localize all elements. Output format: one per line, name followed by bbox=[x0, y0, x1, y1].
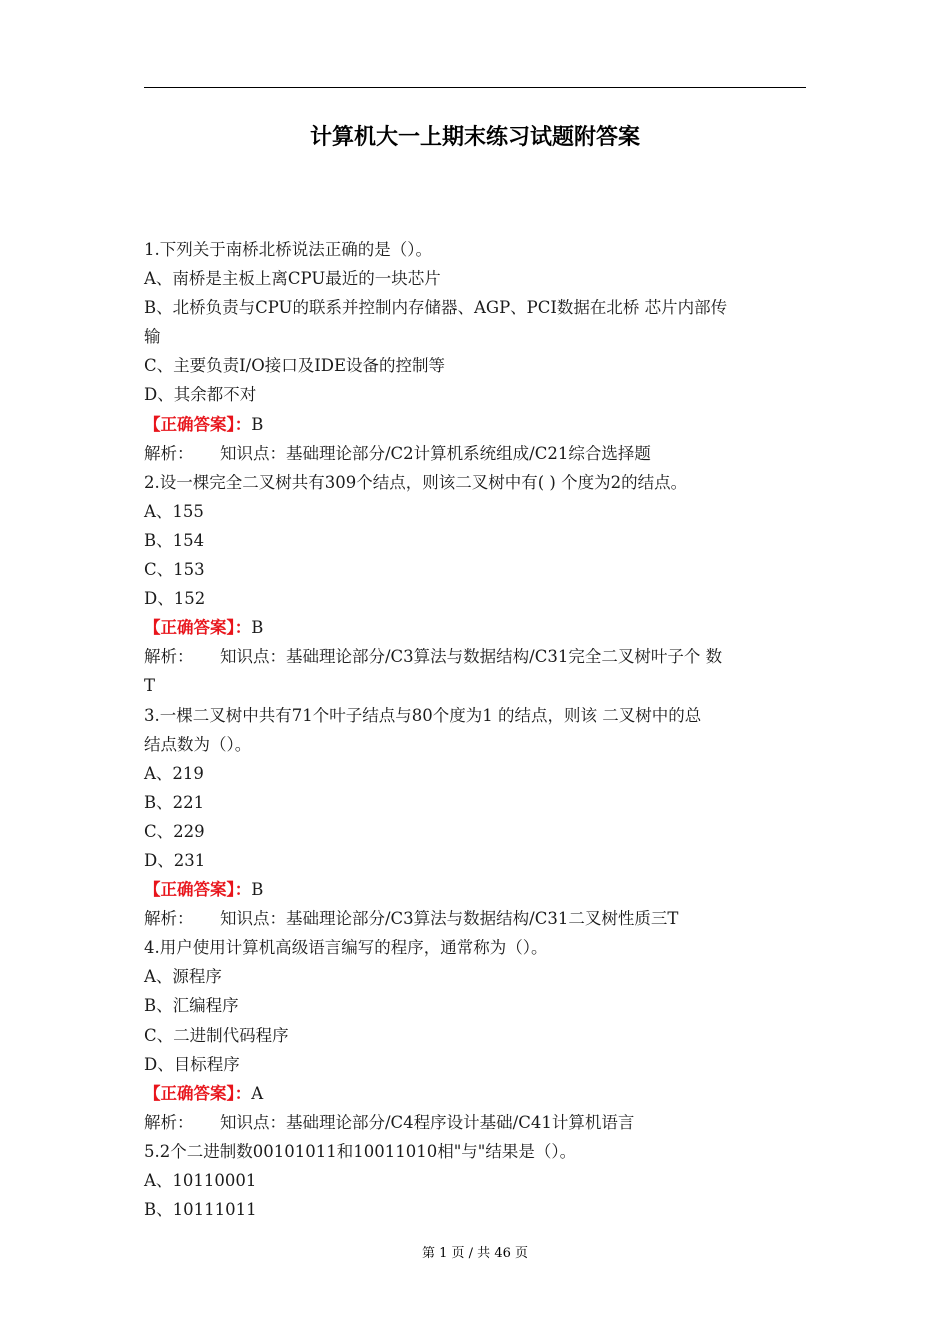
analysis-line bbox=[144, 642, 806, 671]
question-stem: 3.一棵二叉树中共有71个叶子结点与80个度为1 的结点，则该 二叉树中的总 bbox=[144, 705, 702, 725]
page-number: 第 1 页 / 共 46 页 bbox=[422, 1246, 528, 1261]
answer-label: 【正确答案】： bbox=[144, 618, 252, 638]
option-line: B、10111011 bbox=[144, 1200, 257, 1220]
answer-label: 【正确答案】： bbox=[144, 880, 252, 900]
question-stem: 结点数为（）。 bbox=[144, 734, 252, 754]
option-line: B、221 bbox=[144, 792, 205, 812]
analysis-label: 解析： bbox=[144, 1112, 194, 1132]
analysis-line bbox=[144, 904, 806, 933]
option-line: A、155 bbox=[144, 501, 204, 521]
analysis-line bbox=[144, 439, 806, 468]
option-line: C、主要负责I/O接口及IDE设备的控制等 bbox=[144, 356, 446, 376]
answer-line bbox=[144, 613, 806, 642]
analysis-text: 知识点：基础理论部分/C3算法与数据结构/C31完全二叉树叶子个 数 bbox=[220, 647, 723, 667]
analysis-line bbox=[144, 1108, 806, 1137]
question-stem: 5.2个二进制数00101011和10011010相"与"结果是（）。 bbox=[144, 1141, 577, 1161]
question-stem: 1.下列关于南桥北桥说法正确的是（）。 bbox=[144, 240, 432, 259]
option-line: D、231 bbox=[144, 850, 206, 870]
option-line: D、其余都不对 bbox=[144, 385, 257, 405]
answer-label: 【正确答案】： bbox=[144, 414, 252, 434]
answer-line bbox=[144, 410, 806, 439]
question-stem: 2.设一棵完全二叉树共有309个结点，则该二叉树中有( ) 个度为2的结点。 bbox=[144, 472, 688, 492]
question-list bbox=[144, 235, 806, 1224]
option-line: A、10110001 bbox=[144, 1171, 257, 1190]
option-line: D、目标程序 bbox=[144, 1054, 240, 1074]
analysis-text: 知识点：基础理论部分/C3算法与数据结构/C31二叉树性质三T bbox=[220, 909, 679, 929]
option-line: A、南桥是主板上离CPU最近的一块芯片 bbox=[144, 269, 441, 289]
option-line: A、源程序 bbox=[144, 967, 222, 987]
analysis-text: 知识点：基础理论部分/C4程序设计基础/C41计算机语言 bbox=[220, 1112, 635, 1132]
analysis-label: 解析： bbox=[144, 909, 194, 929]
option-line: B、汇编程序 bbox=[144, 996, 239, 1016]
analysis-label: 解析： bbox=[144, 647, 194, 667]
answer-value: B bbox=[251, 618, 264, 638]
option-line: A、219 bbox=[144, 763, 204, 783]
option-line: B、154 bbox=[144, 530, 205, 550]
analysis-label: 解析： bbox=[144, 443, 194, 463]
answer-label: 【正确答案】： bbox=[144, 1083, 252, 1103]
answer-value: B bbox=[251, 880, 264, 900]
analysis-line bbox=[144, 671, 806, 700]
header-rule bbox=[144, 87, 806, 88]
question-stem: 4.用户使用计算机高级语言编写的程序，通常称为（）。 bbox=[144, 938, 548, 958]
option-line: C、229 bbox=[144, 821, 205, 841]
option-line: B、北桥负责与CPU的联系并控制内存储器、AGP、PCI数据在北桥 芯片内部传 bbox=[144, 298, 728, 318]
option-line: C、153 bbox=[144, 560, 205, 580]
document-title: 计算机大一上期末练习试题附答案 bbox=[309, 125, 640, 150]
option-line: C、二进制代码程序 bbox=[144, 1025, 289, 1045]
answer-value: B bbox=[251, 414, 264, 434]
answer-line bbox=[144, 1079, 806, 1108]
option-line: D、152 bbox=[144, 589, 206, 609]
analysis-text: T bbox=[144, 676, 156, 696]
option-line: 输 bbox=[144, 327, 161, 347]
answer-value: A bbox=[251, 1083, 264, 1103]
analysis-text: 知识点：基础理论部分/C2计算机系统组成/C21综合选择题 bbox=[220, 443, 651, 463]
answer-line bbox=[144, 875, 806, 904]
